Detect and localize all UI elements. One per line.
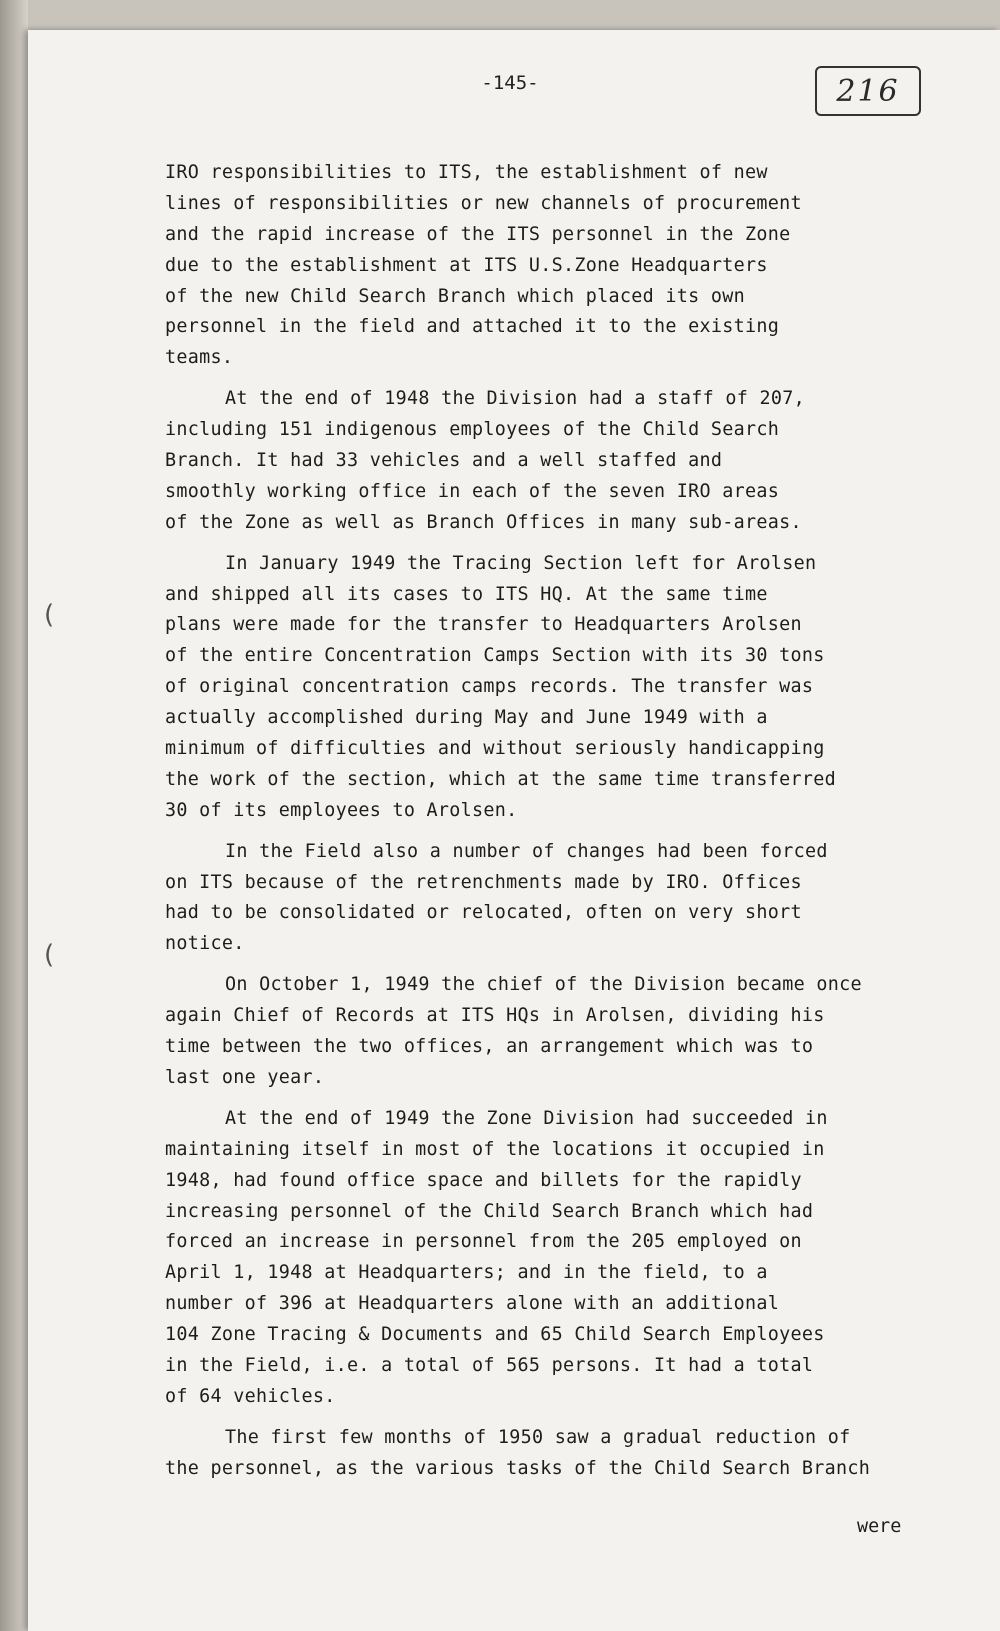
text-line: again Chief of Records at ITS HQs in Arolsen, dividing his [165, 1005, 825, 1027]
paragraph [165, 970, 935, 1094]
text-line: At the end of 1949 the Zone Division had succeeded in [225, 1107, 828, 1129]
text-line: minimum of difficulties and without seriously handicapping [165, 738, 825, 760]
text-line: the work of the section, which at the same time transferred [165, 768, 836, 790]
catchword: were [857, 1516, 902, 1537]
text-line: due to the establishment at ITS U.S.Zone Headquarters [165, 254, 768, 276]
text-line: smoothly working office in each of the seven IRO areas [165, 480, 780, 502]
paragraph [165, 384, 935, 538]
text-line: 30 of its employees to Arolsen. [165, 799, 518, 821]
margin-mark: ( [44, 600, 55, 630]
text-line: Branch. It had 33 vehicles and a well staffed and [165, 450, 723, 472]
text-line: In January 1949 the Tracing Section left for Arolsen [225, 552, 817, 574]
paragraph [165, 549, 935, 827]
paragraph [165, 1104, 935, 1413]
text-line: At the end of 1948 the Division had a staff of 207, [225, 388, 805, 410]
text-line: 104 Zone Tracing & Documents and 65 Child Search Employees [165, 1324, 825, 1346]
text-line: time between the two offices, an arrangement which was to [165, 1036, 814, 1058]
text-line: and shipped all its cases to ITS HQ. At the same time [165, 583, 768, 605]
text-line: IRO responsibilities to ITS, the establishment of new [165, 162, 768, 183]
text-line: including 151 indigenous employees of the Child Search [165, 419, 780, 441]
text-line: 1948, had found office space and billets for the rapidly [165, 1169, 802, 1191]
text-line: The first few months of 1950 saw a gradual reduction of [225, 1426, 851, 1448]
paragraph [165, 837, 935, 961]
text-line: lines of responsibilities or new channels of procurement [165, 192, 802, 214]
text-line: of 64 vehicles. [165, 1385, 336, 1407]
text-line: in the Field, i.e. a total of 565 persons. It had a total [165, 1354, 814, 1376]
text-line: last one year. [165, 1066, 325, 1088]
text-line: and the rapid increase of the ITS personnel in the Zone [165, 223, 791, 245]
margin-mark: ( [44, 940, 55, 970]
text-line: maintaining itself in most of the locations it occupied in [165, 1138, 825, 1160]
text-line: increasing personnel of the Child Search Branch which had [165, 1200, 814, 1222]
text-line: number of 396 at Headquarters alone with an additional [165, 1293, 780, 1315]
text-line: plans were made for the transfer to Headquarters Arolsen [165, 614, 802, 636]
paragraph [165, 158, 935, 374]
archive-stamp-number: 216 [815, 66, 921, 116]
text-line: of the entire Concentration Camps Section with its 30 tons [165, 645, 825, 667]
text-line: April 1, 1948 at Headquarters; and in the field, to a [165, 1262, 768, 1284]
text-line: on ITS because of the retrenchments made by IRO. Offices [165, 871, 802, 893]
text-line: teams. [165, 347, 234, 369]
binding-edge [0, 0, 28, 1631]
text-line: forced an increase in personnel from the 205 employed on [165, 1231, 802, 1253]
text-line: notice. [165, 933, 245, 955]
text-line: In the Field also a number of changes had been forced [225, 840, 828, 862]
paragraph [165, 1423, 935, 1485]
text-line: the personnel, as the various tasks of the Child Search Branch [165, 1457, 871, 1479]
text-line: of the Zone as well as Branch Offices in many sub-areas. [165, 511, 802, 533]
page-number: -145- [481, 72, 539, 94]
text-line: actually accomplished during May and June 1949 with a [165, 707, 768, 729]
text-line: of the new Child Search Branch which placed its own [165, 285, 745, 307]
text-line: had to be consolidated or relocated, often on very short [165, 902, 802, 924]
text-line: of original concentration camps records. The transfer was [165, 676, 814, 698]
document-body [165, 158, 935, 1485]
text-line: On October 1, 1949 the chief of the Division became once [225, 974, 862, 996]
text-line: personnel in the field and attached it to the existing [165, 316, 780, 338]
